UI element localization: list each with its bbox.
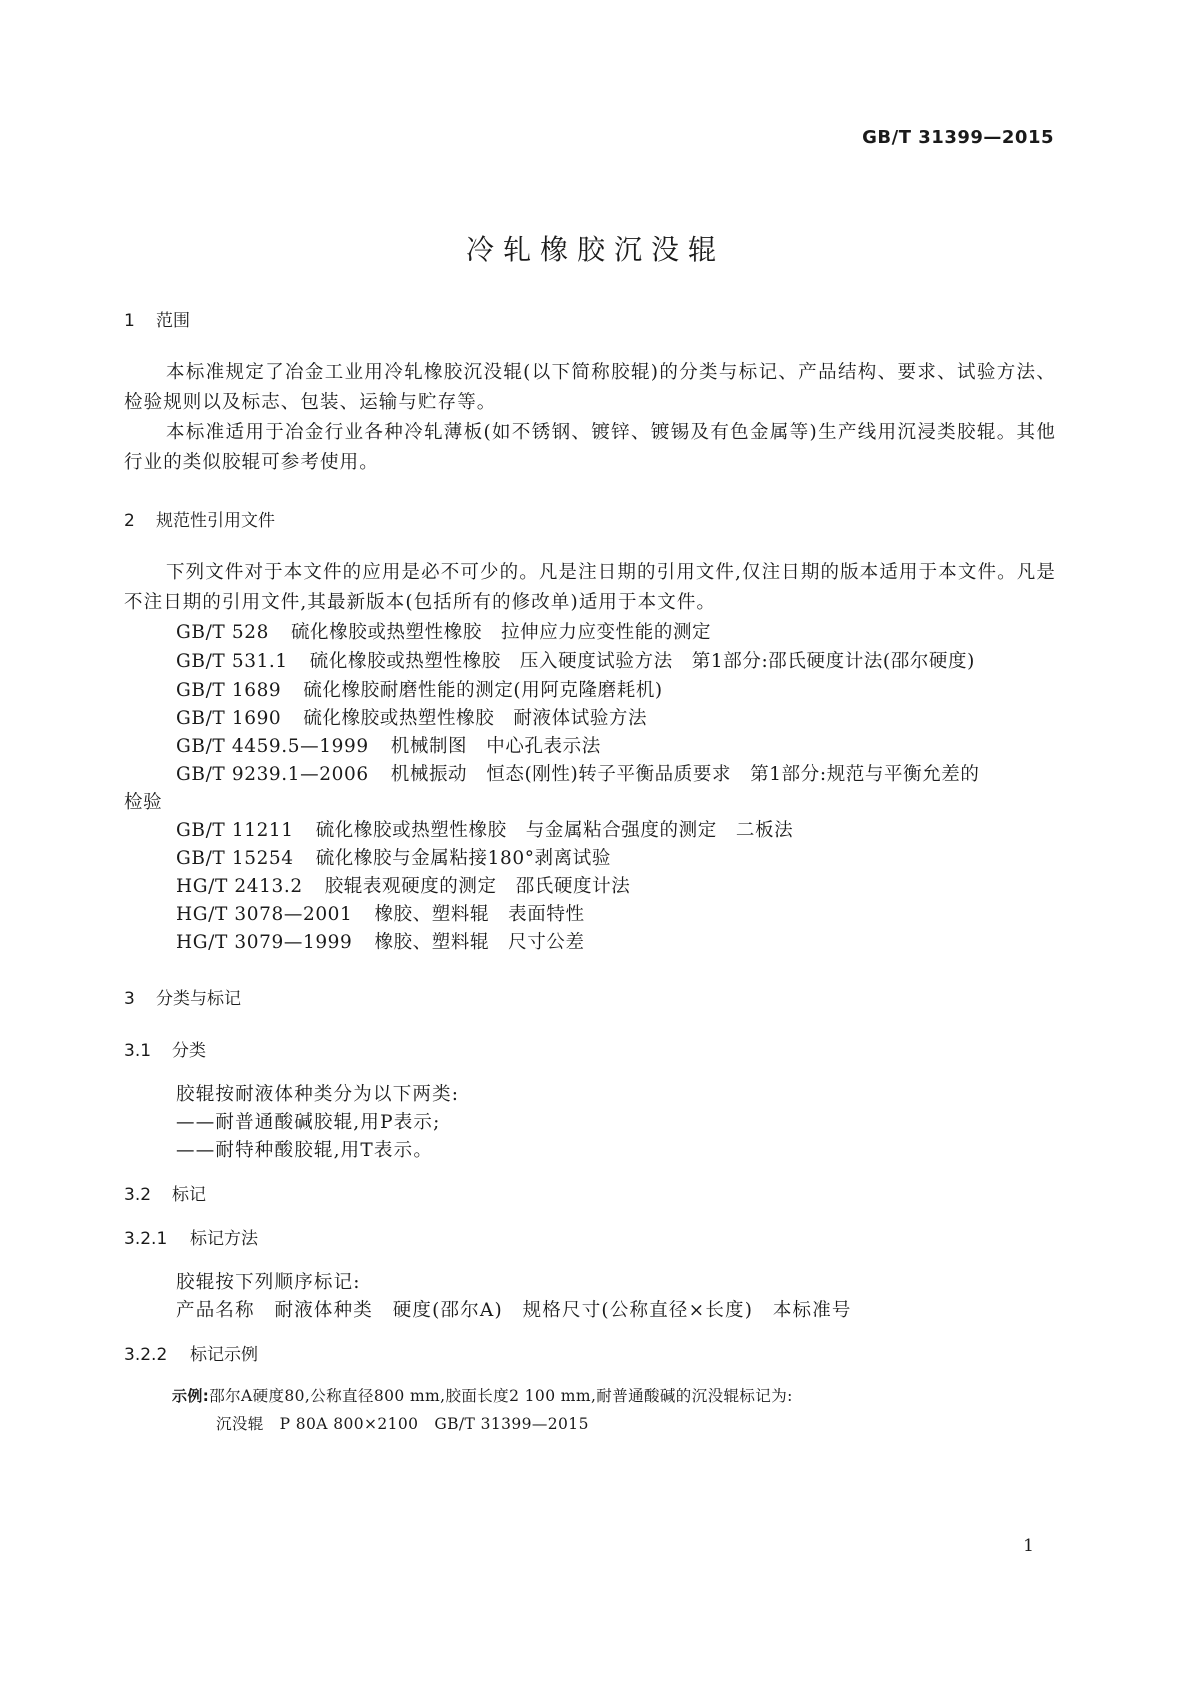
- page-number: 1: [1023, 1536, 1034, 1556]
- reference-item-continued: 检验: [124, 792, 163, 813]
- reference-item: GB/T 531.1 硫化橡胶或热塑性橡胶 压入硬度试验方法 第1部分:邵氏硬度计法(邵尔硬度): [176, 651, 975, 672]
- text-line: 胶辊按耐液体种类分为以下两类:: [176, 1084, 460, 1105]
- paragraph: 本标准规定了冶金工业用冷轧橡胶沉没辊(以下简称胶辊)的分类与标记、产品结构、要求、试验方法、检验规则以及标志、包装、运输与贮存等。: [124, 362, 1056, 413]
- section-number: 1: [124, 311, 135, 331]
- reference-item: HG/T 3078—2001 橡胶、塑料辊 表面特性: [176, 904, 585, 925]
- section-number: 3.1: [124, 1041, 152, 1061]
- list-item: ——耐特种酸胶辊,用T表示。: [176, 1140, 434, 1161]
- section-number: 2: [124, 511, 135, 531]
- list-item: ——耐普通酸碱胶辊,用P表示;: [176, 1112, 441, 1133]
- section-3-2-1-heading: [124, 1224, 258, 1249]
- document-title: 冷轧橡胶沉没辊: [465, 233, 725, 266]
- reference-item: GB/T 11211 硫化橡胶或热塑性橡胶 与金属粘合强度的测定 二板法: [176, 820, 794, 841]
- reference-item: GB/T 9239.1—2006 机械振动 恒态(刚性)转子平衡品质要求 第1部分:规范与平衡允差的: [176, 764, 980, 785]
- section-3-1-heading: [124, 1036, 206, 1061]
- section-title: 规范性引用文件: [156, 511, 275, 531]
- section-title: 标记方法: [190, 1229, 258, 1249]
- example-marking: 沉没辊 P 80A 800×2100 GB/T 31399—2015: [216, 1415, 589, 1433]
- section-title: 分类与标记: [156, 989, 241, 1009]
- section-1-heading: [124, 306, 190, 331]
- example-line: [172, 1384, 793, 1406]
- section-title: 标记: [172, 1185, 206, 1205]
- marking-order: 产品名称 耐液体种类 硬度(邵尔A) 规格尺寸(公称直径×长度) 本标准号: [176, 1300, 852, 1321]
- section-number: 3: [124, 989, 135, 1009]
- section-number: 3.2: [124, 1185, 152, 1205]
- paragraph: 下列文件对于本文件的应用是必不可少的。凡是注日期的引用文件,仅注日期的版本适用于本文件。凡是不注日期的引用文件,其最新版本(包括所有的修改单)适用于本文件。: [124, 562, 1056, 613]
- section-title: 范围: [156, 311, 190, 331]
- example-text: 邵尔A硬度80,公称直径800 mm,胶面长度2 100 mm,耐普通酸碱的沉没辊标记为:: [209, 1387, 793, 1405]
- reference-item: HG/T 3079—1999 橡胶、塑料辊 尺寸公差: [176, 932, 585, 953]
- paragraph: 本标准适用于冶金行业各种冷轧薄板(如不锈钢、镀锌、镀锡及有色金属等)生产线用沉浸类胶辊。其他行业的类似胶辊可参考使用。: [124, 422, 1056, 473]
- text-line: 胶辊按下列顺序标记:: [176, 1272, 361, 1293]
- section-number: 3.2.1: [124, 1229, 168, 1249]
- section-number: 3.2.2: [124, 1345, 168, 1365]
- standard-number: GB/T 31399—2015: [862, 127, 1054, 148]
- reference-item: GB/T 15254 硫化橡胶与金属粘接180°剥离试验: [176, 848, 611, 869]
- reference-item: HG/T 2413.2 胶辊表观硬度的测定 邵氏硬度计法: [176, 876, 631, 897]
- reference-item: GB/T 528 硫化橡胶或热塑性橡胶 拉伸应力应变性能的测定: [176, 622, 712, 643]
- section-3-heading: [124, 984, 241, 1009]
- reference-item: GB/T 1689 硫化橡胶耐磨性能的测定(用阿克隆磨耗机): [176, 680, 663, 701]
- reference-item: GB/T 1690 硫化橡胶或热塑性橡胶 耐液体试验方法: [176, 708, 648, 729]
- section-title: 标记示例: [190, 1345, 258, 1365]
- example-label: 示例:: [172, 1387, 210, 1405]
- reference-item: GB/T 4459.5—1999 机械制图 中心孔表示法: [176, 736, 601, 757]
- section-title: 分类: [172, 1041, 206, 1061]
- section-3-2-2-heading: [124, 1340, 258, 1365]
- section-2-heading: [124, 506, 275, 531]
- section-3-2-heading: [124, 1180, 206, 1205]
